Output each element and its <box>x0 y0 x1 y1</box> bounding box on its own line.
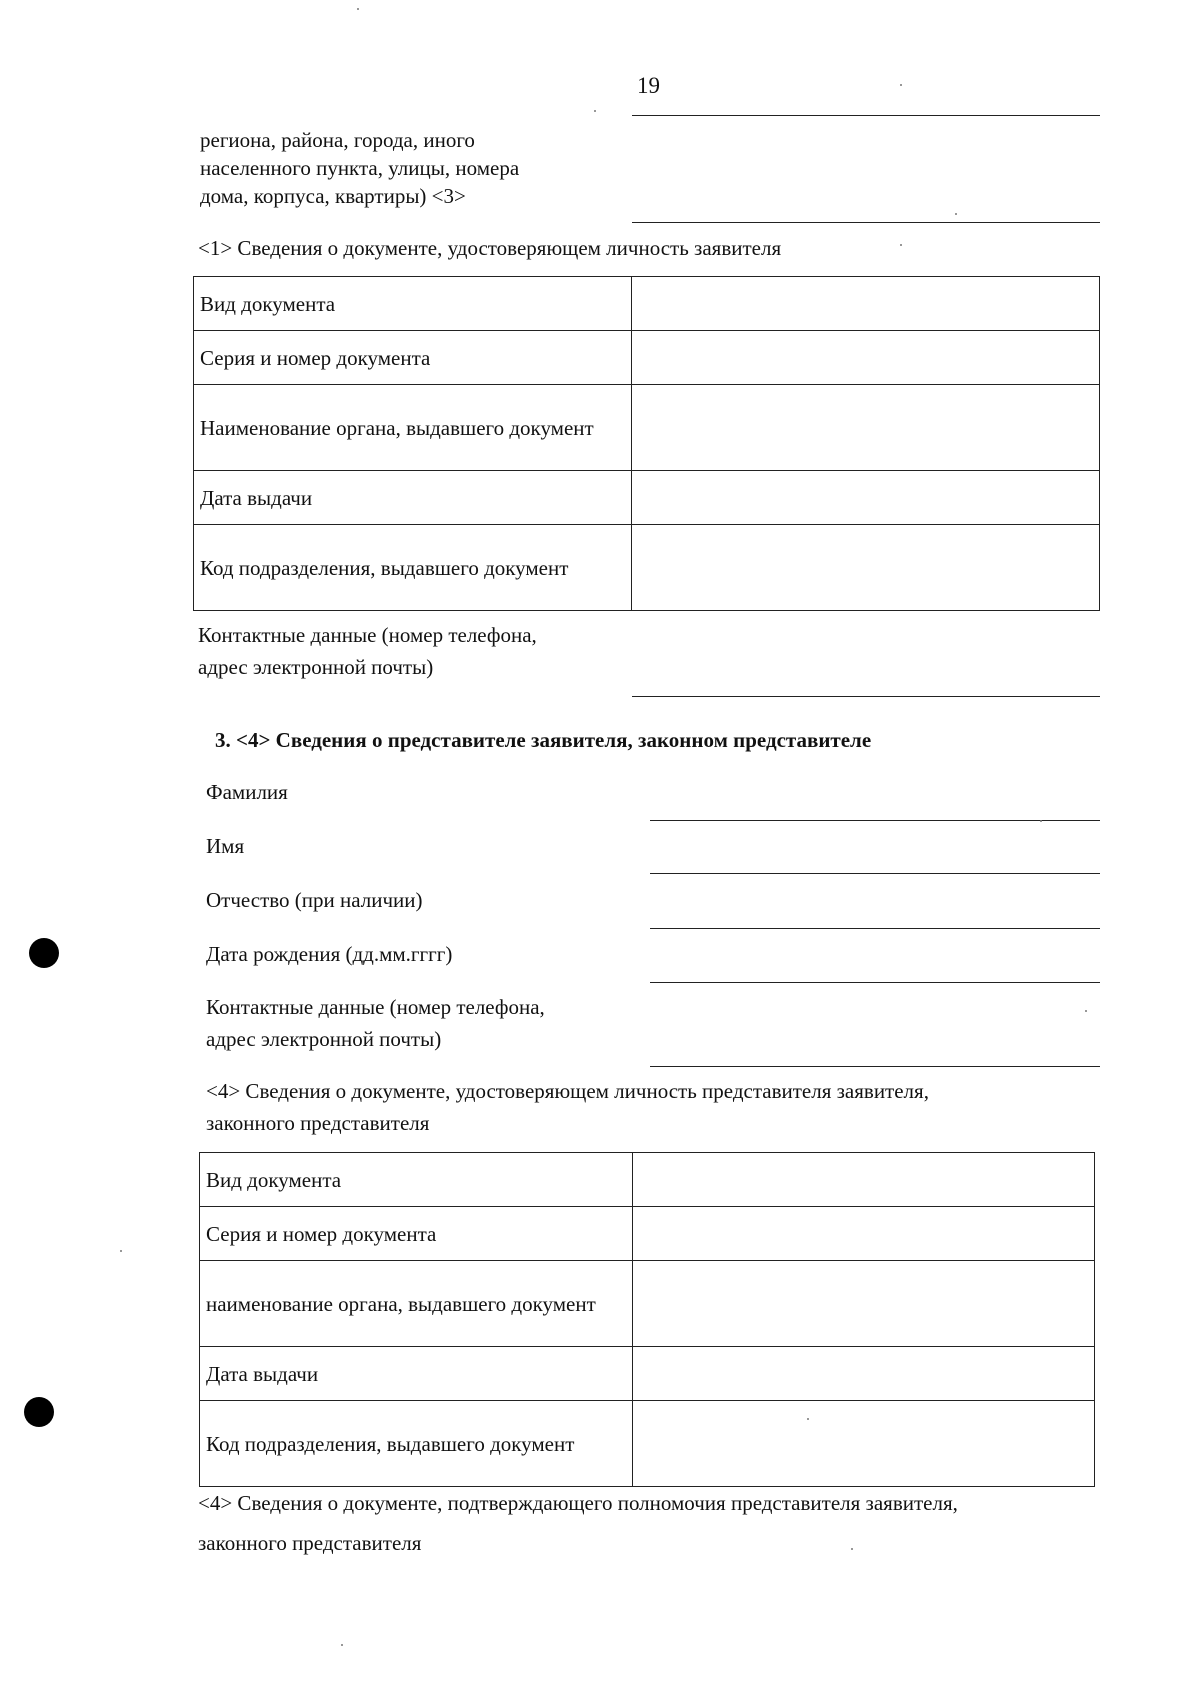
rep-contacts-field[interactable] <box>650 1066 1100 1067</box>
applicant-doc-title: <1> Сведения о документе, удостоверяющем личность заявителя <box>198 236 782 260</box>
applicant-contacts-line: Контактные данные (номер телефона, <box>198 623 537 647</box>
address-label-line: региона, района, города, иного <box>200 128 475 152</box>
rep-contacts-line: адрес электронной почты) <box>206 1027 442 1051</box>
scan-speck <box>594 110 596 112</box>
rep-doc-title-line: <4> Сведения о документе, удостоверяющем личность представителя заявителя, <box>206 1079 929 1103</box>
address-label-line: дома, корпуса, квартиры) <3> <box>200 184 466 208</box>
applicant-contacts-field[interactable] <box>632 696 1100 697</box>
rep-name-field[interactable] <box>650 873 1100 874</box>
rep-doc-value-field[interactable] <box>632 1401 1094 1487</box>
scan-speck <box>807 1418 809 1420</box>
applicant-doc-table <box>193 276 1100 611</box>
rep-doc-label: Код подразделения, выдавшего документ <box>200 1401 633 1487</box>
hole-punch-mark <box>29 938 59 968</box>
rep-doc-label: наименование органа, выдавшего документ <box>200 1261 633 1347</box>
applicant-doc-label: Наименование органа, выдавшего документ <box>194 385 632 471</box>
applicant-doc-value-field[interactable] <box>631 525 1099 611</box>
applicant-doc-label: Дата выдачи <box>194 471 632 525</box>
address-label <box>200 126 519 210</box>
authority-doc-title-line: <4> Сведения о документе, подтверждающего полномочия представителя заявителя, <box>198 1491 958 1515</box>
applicant-doc-label: Серия и номер документа <box>194 331 632 385</box>
applicant-doc-label: Код подразделения, выдавшего документ <box>194 525 632 611</box>
rep-patronymic-field[interactable] <box>650 928 1100 929</box>
scan-speck <box>900 244 902 246</box>
rep-doc-value-field[interactable] <box>632 1153 1094 1207</box>
rep-surname-field[interactable] <box>650 820 1100 821</box>
rep-field-label: Фамилия <box>206 780 288 804</box>
rep-doc-label: Вид документа <box>200 1153 633 1207</box>
rep-birthdate-field[interactable] <box>650 982 1100 983</box>
address-line-top <box>632 115 1100 116</box>
rep-doc-table <box>199 1152 1095 1487</box>
page-number: 19 <box>637 73 660 98</box>
applicant-contacts-line: адрес электронной почты) <box>198 655 434 679</box>
scan-speck <box>955 213 957 215</box>
scan-speck <box>1040 820 1042 822</box>
rep-doc-value-field[interactable] <box>632 1207 1094 1261</box>
rep-field-label: Имя <box>206 834 245 858</box>
rep-contacts-line: Контактные данные (номер телефона, <box>206 995 545 1019</box>
rep-doc-value-field[interactable] <box>632 1347 1094 1401</box>
applicant-doc-value-field[interactable] <box>631 277 1099 331</box>
scan-speck <box>900 84 902 86</box>
scan-speck <box>1085 1010 1087 1012</box>
address-label-line: населенного пункта, улицы, номера <box>200 156 520 180</box>
rep-field-label: Отчество (при наличии) <box>206 888 423 912</box>
applicant-doc-label: Вид документа <box>194 277 632 331</box>
rep-doc-title-line: законного представителя <box>206 1111 430 1135</box>
rep-doc-label: Дата выдачи <box>200 1347 633 1401</box>
scan-speck <box>120 1250 122 1252</box>
applicant-doc-value-field[interactable] <box>631 471 1099 525</box>
authority-doc-title-line: законного представителя <box>198 1531 422 1555</box>
hole-punch-mark <box>24 1397 54 1427</box>
scan-speck <box>341 1644 343 1646</box>
applicant-doc-value-field[interactable] <box>631 331 1099 385</box>
applicant-doc-value-field[interactable] <box>631 385 1099 471</box>
address-field[interactable] <box>632 222 1100 223</box>
section3-heading: 3. <4> Сведения о представителе заявителя, законном представителе <box>215 728 872 752</box>
scan-speck <box>851 1548 853 1550</box>
rep-doc-label: Серия и номер документа <box>200 1207 633 1261</box>
applicant-contacts-label <box>198 619 537 683</box>
rep-contacts-label <box>206 991 545 1055</box>
rep-field-label: Дата рождения (дд.мм.гггг) <box>206 942 453 966</box>
rep-doc-value-field[interactable] <box>632 1261 1094 1347</box>
scan-speck <box>357 8 359 10</box>
rep-doc-title <box>206 1075 929 1139</box>
